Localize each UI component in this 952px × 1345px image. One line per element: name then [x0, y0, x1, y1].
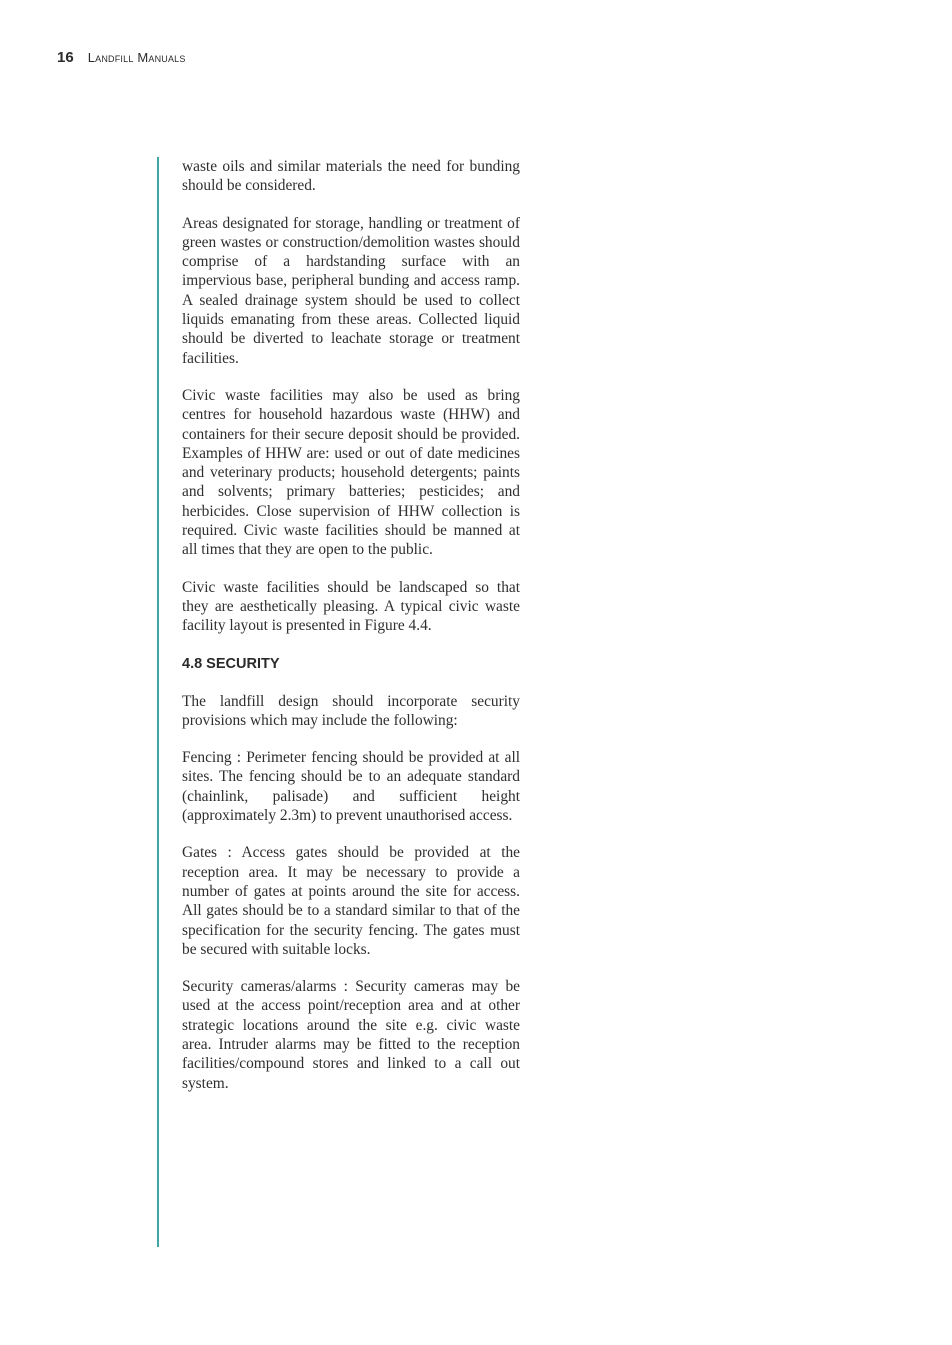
paragraph-fencing: Fencing : Perimeter fencing should be provided at all sites. The fencing should be to an adequate standard (chainlink, palisade) and sufficient height (approximately 2.3m) to prevent unauthorised access. — [182, 749, 520, 825]
paragraph-green-waste-areas: Areas designated for storage, handling or treatment of green wastes or construction/demolition wastes should comprise of a hardstanding surface with an impervious base, peripheral bunding and access ramp. A sealed drainage system should be used to collect liquids emanating from these areas. Collected liquid should be diverted to leachate storage or treatment facilities. — [182, 214, 520, 367]
text-column — [182, 157, 520, 1111]
paragraph-landscaping: Civic waste facilities should be landscaped so that they are aesthetically pleasing. A typical civic waste facility layout is presented in Figure 4.4. — [182, 578, 520, 635]
section-heading: 4.8 SECURITY — [182, 655, 280, 672]
page-number: 16 — [57, 49, 74, 66]
paragraph-gates: Gates : Access gates should be provided at the reception area. It may be necessary to provide a number of gates at points around the site for access. All gates should be to a standard similar to that of the specification for the security fencing. The gates must be secured with suitable locks. — [182, 844, 520, 958]
running-title: Landfill Manuals — [87, 50, 186, 65]
margin-rule — [157, 157, 159, 1247]
paragraph-security-intro: The landfill design should incorporate security provisions which may include the following: — [182, 692, 520, 729]
paragraph-cameras: Security cameras/alarms : Security cameras may be used at the access point/reception area and at other strategic locations around the site e.g. civic waste area. Intruder alarms may be fitted to the reception facilities/compound stores and linked to a call out system. — [182, 978, 520, 1092]
page-header — [57, 49, 186, 66]
paragraph-bunding: waste oils and similar materials the need for bunding should be considered. — [182, 158, 520, 195]
paragraph-hhw: Civic waste facilities may also be used as bring centres for household hazardous waste (HHW) and containers for their secure deposit should be provided. Examples of HHW are: used or out of date medicines and veterinary products; household detergents; paints and solvents; primary batteries; pesticides; and herbicides. Close supervision of HHW collection is required. Civic waste facilities should be manned at all times that they are open to the public. — [182, 386, 520, 559]
